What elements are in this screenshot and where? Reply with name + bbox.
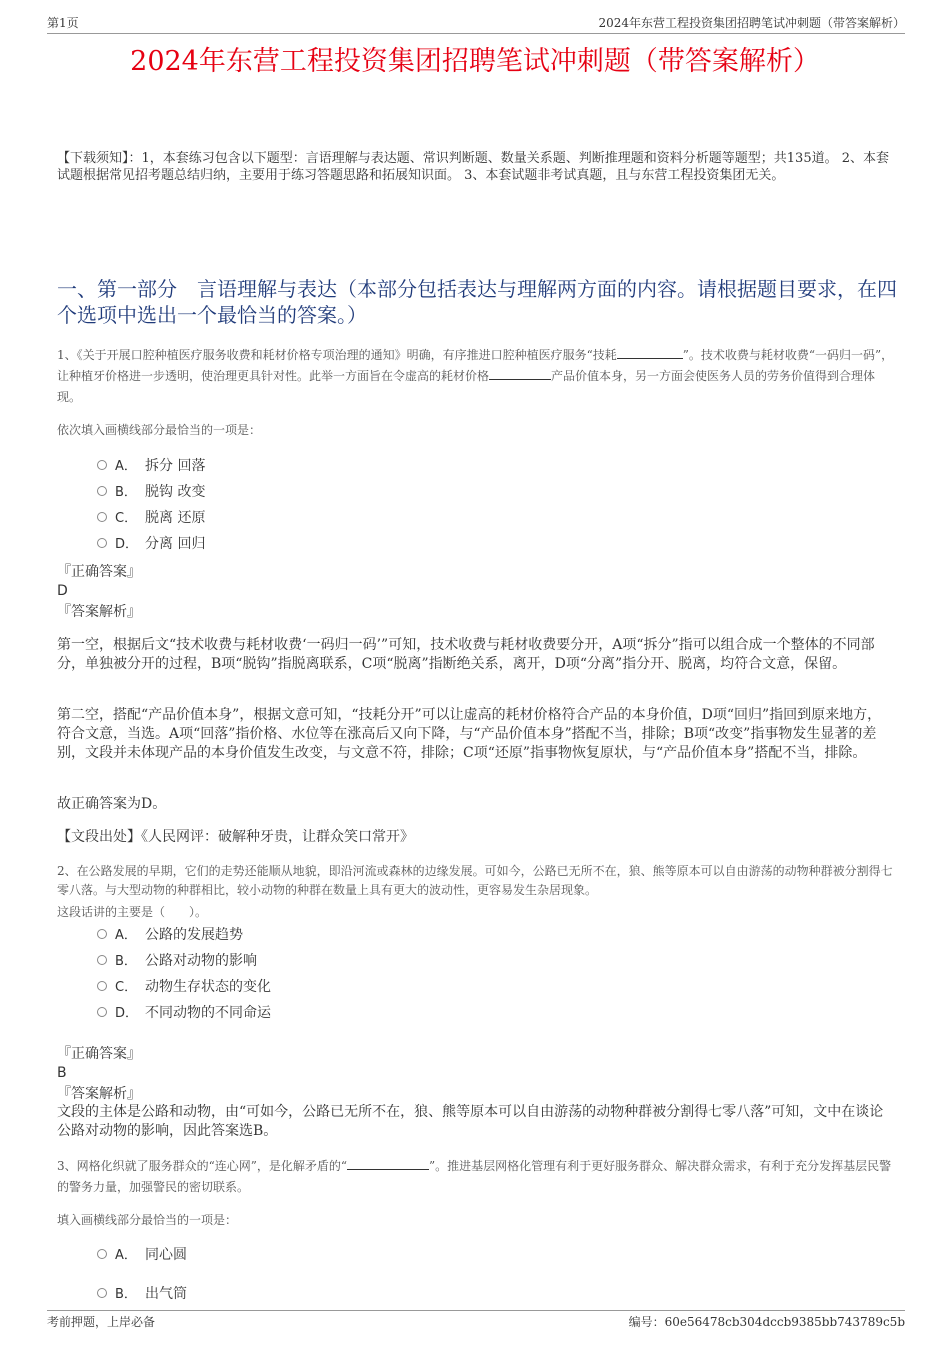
question-2-option-a[interactable]: A． 公路的发展趋势 (97, 926, 243, 945)
radio-icon[interactable] (97, 1007, 107, 1017)
radio-icon[interactable] (97, 981, 107, 991)
question-1-option-d[interactable]: D． 分离 回归 (97, 535, 205, 554)
question-2-option-c[interactable]: C． 动物生存状态的变化 (97, 978, 271, 997)
question-1-answer-label: 『正确答案』 (57, 564, 141, 580)
footer-document-id: 编号：60e56478cb304dccb9385bb743789c5b (628, 1315, 905, 1329)
question-2-analysis: 文段的主体是公路和动物，由“可如今，公路已无所不在，狼、熊等原本可以自由游荡的动物种群被分割得七零八落”可知，文中在谈论公路对动物的影响，因此答案选B。 (57, 1104, 884, 1139)
header-rule (47, 33, 905, 34)
question-1-stem: 1、《关于开展口腔种植医疗服务收费和耗材价格专项治理的通知》明确，有序推进口腔种植医疗服务“技耗 ”。技术收费与耗材收费“一码归一码”，让种植牙价格进一步透明，使治理更具针对性。此举一方面旨在令虚高的耗材价格 产品价值本身，另一方面会使医务人员的劳务价值得到合理体现。 (57, 348, 894, 404)
question-1-option-b[interactable]: B． 脱钩 改变 (97, 483, 205, 502)
question-3-prompt: 填入画横线部分最恰当的一项是： (57, 1213, 238, 1227)
question-3-stem: 3、网格化织就了服务群众的“连心网”，是化解矛盾的“ ”。推进基层网格化管理有利于更好服务群众、解决群众需求，有利于充分发挥基层民警的警务力量，加强警民的密切联系。 (57, 1159, 892, 1194)
question-3-option-a[interactable]: A． 同心圆 (97, 1246, 187, 1265)
fill-blank (617, 346, 683, 359)
question-2-prompt: 这段话讲的主要是（ ）。 (57, 905, 208, 919)
question-1-option-a[interactable]: A． 拆分 回落 (97, 457, 205, 476)
question-2-analysis-label: 『答案解析』 (57, 1086, 141, 1102)
question-2-stem: 2、在公路发展的早期，它们的走势还能顺从地貌，即沿河流或森林的边缘发展。可如今，公路已无所不在，狼、熊等原本可以自由游荡的动物种群被分割得七零八落。与大型动物的种群相比，较小动物的种群在数量上具有更大的波动性，更容易发生杂居现象。 (57, 864, 893, 897)
footer-slogan: 考前押题，上岸必备 (47, 1315, 156, 1329)
question-1-answer: D (57, 583, 68, 599)
radio-icon[interactable] (97, 512, 107, 522)
section-heading: 一、第一部分 言语理解与表达（本部分包括表达与理解两方面的内容。请根据题目要求，在四个选项中选出一个最恰当的答案。） (57, 277, 897, 327)
download-notice: 【下载须知】：1，本套练习包含以下题型：言语理解与表达题、常识判断题、数量关系题、判断推理题和资料分析题等题型；共135道。 2、本套试题根据常见招考题总结归纳，主要用于练习答题思路和拓展知识面。 3、本套试题非考试真题，且与东营工程投资集团无关。 (57, 151, 889, 183)
footer-rule (47, 1310, 905, 1311)
question-1-source: 【文段出处】《人民网评：破解种牙贵，让群众笑口常开》 (57, 829, 414, 845)
running-header-title: 2024年东营工程投资集团招聘笔试冲刺题（带答案解析） (598, 16, 905, 30)
question-1-analysis-1: 第一空，根据后文“技术收费与耗材收费‘一码归一码’”可知，技术收费与耗材收费要分开，A项“拆分”指可以组合成一个整体的不同部分，单独被分开的过程，B项“脱钩”指脱离联系，C项“脱离”指断绝关系，离开，D项“分离”指分开、脱离，均符合文意，保留。 (57, 637, 875, 672)
question-1-analysis-2: 第二空，搭配“产品价值本身”，根据文意可知，“技耗分开”可以让虚高的耗材价格符合产品的本身价值，D项“回归”指回到原来地方，符合文意，当选。A项“回落”指价格、水位等在涨高后又向下降，与“产品价值本身”搭配不当，排除；B项“改变”指事物发生显著的差别，文段并未体现产品的本身价值发生改变，与文意不符，排除；C项“还原”指事物恢复原状，与“产品价值本身”搭配不当，排除。 (57, 707, 882, 761)
radio-icon[interactable] (97, 1288, 107, 1298)
question-2-option-b[interactable]: B． 公路对动物的影响 (97, 952, 257, 971)
radio-icon[interactable] (97, 1249, 107, 1259)
page-number: 第1页 (47, 16, 79, 30)
radio-icon[interactable] (97, 955, 107, 965)
question-1-conclusion: 故正确答案为D。 (57, 796, 167, 812)
radio-icon[interactable] (97, 929, 107, 939)
question-1-option-c[interactable]: C． 脱离 还原 (97, 509, 205, 528)
question-2-answer: B (57, 1065, 67, 1081)
question-1-analysis-label: 『答案解析』 (57, 604, 141, 620)
radio-icon[interactable] (97, 486, 107, 496)
question-1-prompt: 依次填入画横线部分最恰当的一项是： (57, 423, 262, 437)
question-2-option-d[interactable]: D． 不同动物的不同命运 (97, 1004, 271, 1023)
document-title: 2024年东营工程投资集团招聘笔试冲刺题（带答案解析） (130, 46, 820, 77)
radio-icon[interactable] (97, 460, 107, 470)
question-2-answer-label: 『正确答案』 (57, 1046, 141, 1062)
question-3-option-b[interactable]: B． 出气筒 (97, 1285, 187, 1304)
radio-icon[interactable] (97, 538, 107, 548)
fill-blank (489, 367, 551, 380)
fill-blank (347, 1157, 429, 1170)
